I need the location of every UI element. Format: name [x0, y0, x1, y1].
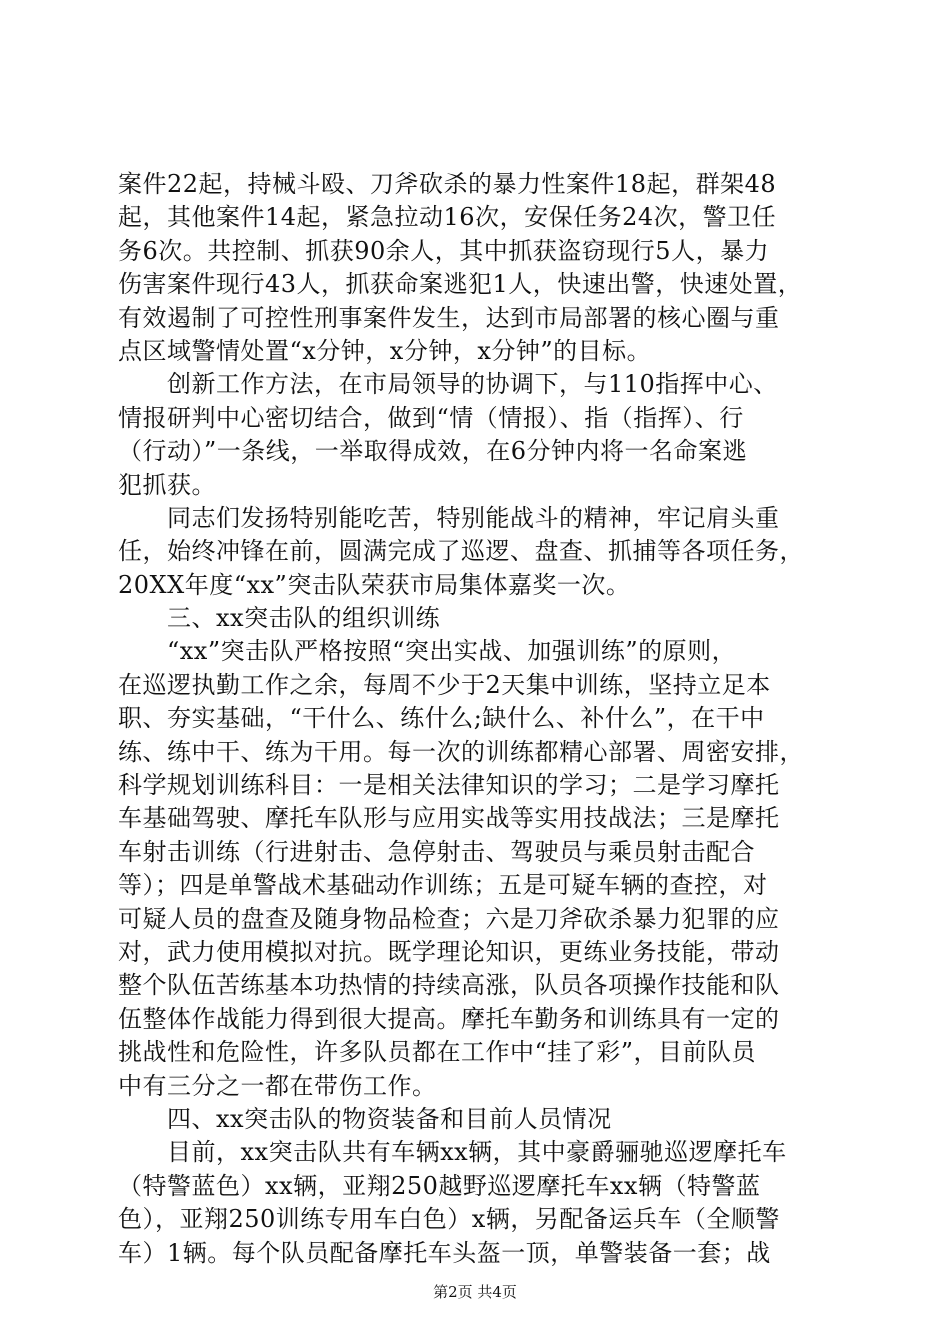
text-line: 等）；四是单警战术基础动作训练；五是可疑车辆的查控，对 — [118, 871, 768, 900]
text-line: 伤害案件现行43人，抓获命案逃犯1人，快速出警，快速处置， — [118, 270, 803, 299]
text-line: 职、夯实基础，“干什么、练什么;缺什么、补什么”，在干中 — [118, 704, 765, 733]
text-line: 科学规划训练科目：一是相关法律知识的学习；二是学习摩托 — [118, 771, 780, 800]
text-line: 同志们发扬特别能吃苦，特别能战斗的精神，牢记肩头重 — [118, 503, 780, 532]
text-line: 目前，xx突击队共有车辆xx辆，其中豪爵骊驰巡逻摩托车 — [118, 1138, 787, 1167]
page-number: 第2页 共4页 — [433, 1283, 517, 1301]
text-line: 有效遏制了可控性刑事案件发生，达到市局部署的核心圈与重 — [118, 303, 780, 332]
text-line: 点区域警情处置“x分钟，x分钟，x分钟”的目标。 — [118, 336, 652, 365]
text-line: 案件22起，持械斗殴、刀斧砍杀的暴力性案件18起，群架48 — [118, 170, 777, 198]
text-line: 伍整体作战能力得到很大提高。摩托车勤务和训练具有一定的 — [118, 1004, 780, 1033]
text-line: 对，武力使用模拟对抗。既学理论知识，更练业务技能，带动 — [118, 937, 780, 966]
text-line: 挑战性和危险性，许多队员都在工作中“挂了彩”，目前队员 — [118, 1038, 757, 1067]
text-line: （特警蓝色）xx辆，亚翔250越野巡逻摩托车xx辆（特警蓝 — [118, 1171, 761, 1200]
text-line: 任，始终冲锋在前，圆满完成了巡逻、盘查、抓捕等各项任务， — [118, 537, 804, 566]
text-line: 犯抓获。 — [118, 470, 216, 499]
text-line: 20XX年度“xx”突击队荣获市局集体嘉奖一次。 — [118, 570, 631, 599]
text-line: 在巡逻执勤工作之余，每周不少于2天集中训练，坚持立足本 — [118, 670, 771, 699]
text-line: 色），亚翔250训练专用车白色）x辆，另配备运兵车（全顺警 — [118, 1205, 780, 1234]
section-heading: 三、xx突击队的组织训练 — [118, 604, 441, 633]
section-heading: 四、xx突击队的物资装备和目前人员情况 — [118, 1104, 612, 1133]
text-line: 车）1辆。每个队员配备摩托车头盔一顶，单警装备一套；战 — [118, 1238, 771, 1267]
text-line: （行动）”一条线，一举取得成效，在6分钟内将一名命案逃 — [118, 437, 748, 466]
page-footer — [0, 1283, 950, 1301]
text-line: 练、练中干、练为干用。每一次的训练都精心部署、周密安排， — [118, 737, 804, 766]
text-line: “xx”突击队严格按照“突出实战、加强训练”的原则， — [118, 637, 737, 666]
text-line: 情报研判中心密切结合，做到“情（情报）、指（指挥）、行 — [118, 403, 744, 432]
document-body — [118, 168, 834, 1270]
text-line: 可疑人员的盘查及随身物品检查；六是刀斧砍杀暴力犯罪的应 — [118, 904, 780, 933]
text-line: 起，其他案件14起，紧急拉动16次，安保任务24次，警卫任 — [118, 203, 777, 232]
text-line: 整个队伍苦练基本功热情的持续高涨，队员各项操作技能和队 — [118, 971, 780, 1000]
text-line: 车射击训练（行进射击、急停射击、驾驶员与乘员射击配合 — [118, 837, 755, 866]
text-line: 中有三分之一都在带伤工作。 — [118, 1071, 437, 1100]
text-line: 车基础驾驶、摩托车队形与应用实战等实用技战法；三是摩托 — [118, 804, 780, 833]
text-line: 务6次。共控制、抓获90余人，其中抓获盗窃现行5人，暴力 — [118, 236, 770, 265]
text-line: 创新工作方法，在市局领导的协调下，与110指挥中心、 — [118, 370, 778, 399]
